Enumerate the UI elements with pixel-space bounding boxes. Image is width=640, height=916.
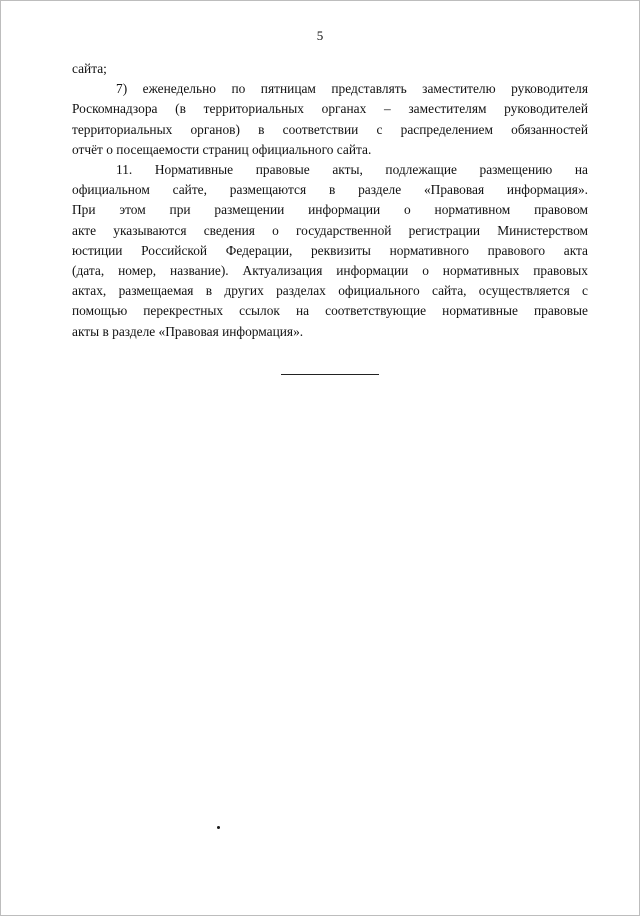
- text-line: территориальных органов) в соответствии с распределением обязанностей: [72, 121, 588, 137]
- text-line: акте указываются сведения о государственной регистрации Министерством: [72, 222, 588, 238]
- paragraph-item-7: [72, 79, 588, 160]
- paragraph-continuation: [72, 59, 588, 79]
- scan-speck: [217, 826, 220, 829]
- text-line: помощью перекрестных ссылок на соответствующие нормативные правовые: [72, 303, 588, 319]
- text-line: 11. Нормативные правовые акты, подлежащие размещению на: [116, 162, 588, 178]
- paragraph-section-11: [72, 160, 588, 342]
- text-line: юстиции Российской Федерации, реквизиты нормативного правового акта: [72, 242, 588, 258]
- document-body: [72, 59, 588, 342]
- text-line: актах, размещаемая в других разделах официального сайта, осуществляется с: [72, 283, 588, 299]
- end-divider-line: [281, 374, 379, 375]
- text-line: 7) еженедельно по пятницам представлять заместителю руководителя: [116, 81, 588, 97]
- text-line: При этом при размещении информации о нормативном правовом: [72, 202, 588, 218]
- page-number: 5: [316, 28, 324, 43]
- text-line: (дата, номер, название). Актуализация информации о нормативных правовых: [72, 263, 588, 279]
- text-line: сайта;: [72, 61, 107, 76]
- text-line: официальном сайте, размещаются в разделе «Правовая информация».: [72, 182, 588, 198]
- text-line: отчёт о посещаемости страниц официального сайта.: [72, 141, 372, 157]
- text-line: Роскомнадзора (в территориальных органах – заместителям руководителей: [72, 101, 588, 117]
- text-line: акты в разделе «Правовая информация».: [72, 323, 304, 339]
